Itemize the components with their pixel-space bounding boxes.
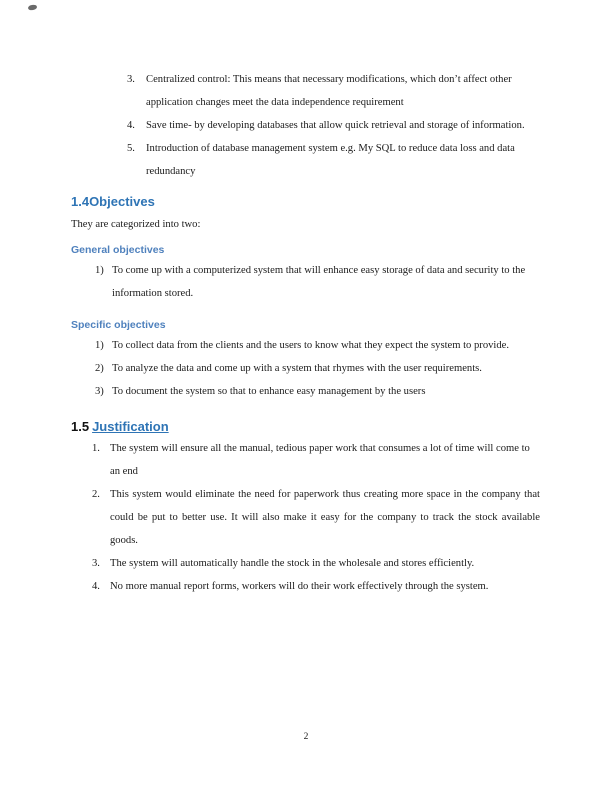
advantages-list — [71, 68, 540, 183]
justification-list — [71, 437, 540, 598]
list-text: Centralized control: This means that necessary modifications, which don’t affect other application changes meet the data independence requirement — [146, 74, 512, 108]
general-objectives-list — [71, 259, 540, 305]
objectives-heading: 1.4Objectives — [71, 194, 155, 209]
specific-objectives-list — [71, 334, 540, 403]
page-number: 2 — [303, 732, 309, 742]
list-text: The system will ensure all the manual, tedious paper work that consumes a lot of time will come to an end — [110, 443, 530, 477]
justification-heading-title: Justification — [92, 419, 169, 434]
list-text: To collect data from the clients and the users to know what they expect the system to provide. — [112, 340, 510, 351]
justification-heading-number: 1.5 — [71, 419, 90, 434]
list-item — [92, 575, 540, 598]
list-number: 3) — [95, 386, 104, 397]
list-item — [92, 483, 540, 552]
scan-artifact — [28, 4, 38, 10]
list-number: 3. — [127, 74, 135, 85]
list-number: 1. — [92, 443, 100, 454]
list-item — [127, 114, 540, 137]
list-item — [95, 334, 540, 357]
list-number: 1) — [95, 340, 104, 351]
list-item — [95, 259, 540, 305]
list-item — [95, 380, 540, 403]
list-text: This system would eliminate the need for paperwork thus creating more space in the company that could be put to better use. It will also make it easy for the company to track the stock available goods. — [110, 489, 540, 546]
list-number: 1) — [95, 265, 104, 276]
justification-heading — [71, 418, 540, 435]
list-text: Save time- by developing databases that allow quick retrieval and storage of information. — [146, 120, 525, 131]
list-text: To analyze the data and come up with a system that rhymes with the user requirements. — [112, 363, 482, 374]
list-text: To document the system so that to enhance easy management by the users — [112, 386, 426, 397]
list-item — [92, 437, 540, 483]
list-number: 2) — [95, 363, 104, 374]
general-objectives-heading: General objectives — [71, 244, 165, 256]
list-text: No more manual report forms, workers will do their work effectively through the system. — [110, 581, 489, 592]
list-item — [127, 68, 540, 114]
list-number: 5. — [127, 143, 135, 154]
specific-objectives-heading: Specific objectives — [71, 319, 166, 331]
list-text: Introduction of database management system e.g. My SQL to reduce data loss and data redundancy — [146, 143, 515, 177]
list-number: 2. — [92, 489, 100, 500]
list-text: To come up with a computerized system that will enhance easy storage of data and security to the information stored. — [112, 265, 526, 299]
list-number: 4. — [127, 120, 135, 131]
list-item — [95, 357, 540, 380]
list-text: The system will automatically handle the stock in the wholesale and stores efficiently. — [110, 558, 475, 569]
list-item — [127, 137, 540, 183]
list-item — [92, 552, 540, 575]
list-number: 4. — [92, 581, 100, 592]
objectives-intro: They are categorized into two: — [71, 219, 201, 230]
list-number: 3. — [92, 558, 100, 569]
